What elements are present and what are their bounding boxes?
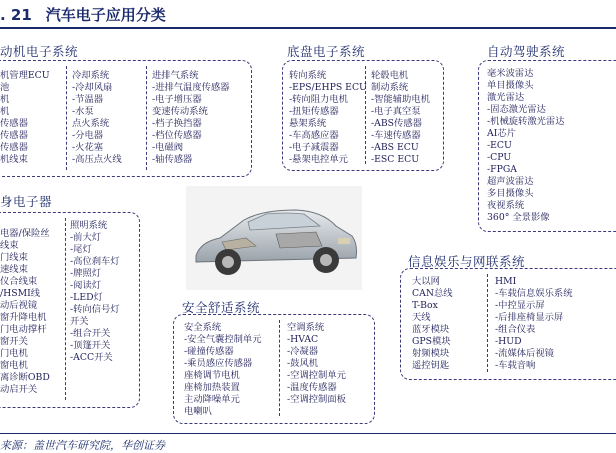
title-rule <box>0 27 616 29</box>
powertrain-divider-1 <box>66 66 67 170</box>
car-cutaway-illustration <box>186 186 362 290</box>
body-col-1: 电器/保险丝 线束 门线束 速线束 仪合线束 /HSMI线 动后视镜 窗升降电机 门电动撑杆 窗开关 门电机 窗电机 离诊断OBD 动启开关 <box>0 228 50 395</box>
figure-title <box>0 4 166 25</box>
source-note: 来源：盖世汽车研究院，华创证券 <box>0 439 165 452</box>
body-section-title: 身电子器 <box>0 194 53 209</box>
autonomous-section-title: 自动驾驶系统 <box>487 44 566 59</box>
infotainment-section-title: 信息娱乐与网联系统 <box>408 254 526 269</box>
infotainment-col-2: HMI -车载信息娱乐系统 -中控显示屏 -后排座椅显示屏 -组合仪表 -HUD -流媒体后视镜 -车载音响 <box>495 276 573 371</box>
powertrain-section-title: 动机电子系统 <box>0 44 79 59</box>
comfort-divider <box>279 320 280 416</box>
source-rule <box>0 433 616 434</box>
body-col-2: 照明系统 -前大灯 -尾灯 -高位刹车灯 -牌照灯 -阅读灯 -LED灯 -转向信号灯 开关 -组合开关 -顶篷开关 -ACC开关 <box>70 220 120 363</box>
figure-number: . 21 <box>0 6 32 24</box>
infotainment-divider <box>487 274 488 372</box>
powertrain-col-3: 进排气系统 -进排气温度传感器 -电子增压器 变速传动系统 -档子换挡器 -档位传感器 -电磁阀 -轴传感器 <box>152 70 230 165</box>
chassis-section-title: 底盘电子系统 <box>287 44 366 59</box>
body-divider <box>65 218 66 400</box>
chassis-col-1: 转向系统 -EPS/EHPS ECU -转向阻力电机 -扭矩传感器 悬架系统 -车高感应器 -电子减震器 -悬架电控单元 <box>289 70 367 165</box>
comfort-col-1: 安全系统 -安全气囊控制单元 -碰撞传感器 -乘员感应传感器 座椅调节电机 座椅加热装置 主动降噪单元 电喇叭 <box>184 322 262 417</box>
powertrain-col-1: 机管理ECU 池 机 机 传感器 传感器 传感器 机线束 <box>0 70 50 165</box>
powertrain-divider-2 <box>146 66 147 170</box>
comfort-col-2: 空调系统 -HVAC -冷凝器 -鼓风机 -空调控制单元 -温度传感器 -空调控制面板 <box>287 322 346 405</box>
figure-title-text: 汽车电子应用分类 <box>45 6 166 24</box>
autonomous-col-1: 毫米波雷达 单目摄像头 激光雷达 -固态激光雷达 -机械旋转激光雷达 AI芯片 -ECU -CPU -FPGA 超声波雷达 多目摄像头 夜视系统 360° 全景影像 <box>487 68 565 223</box>
powertrain-col-2: 冷却系统 -冷却风扇 -节温器 -水泵 点火系统 -分电器 -火花塞 -高压点火线 <box>72 70 122 165</box>
comfort-section-title: 安全舒适系统 <box>182 300 261 315</box>
car-svg <box>186 186 362 290</box>
chassis-col-2: 轮毂电机 制动系统 -智能辅助电机 -电子真空泵 -ABS传感器 -车速传感器 -ABS ECU -ESC ECU <box>371 70 430 165</box>
infotainment-col-1: 大以网 CAN总线 T-Box 天线 蓝牙模块 GPS模块 射频模块 遥控钥匙 <box>412 276 453 371</box>
